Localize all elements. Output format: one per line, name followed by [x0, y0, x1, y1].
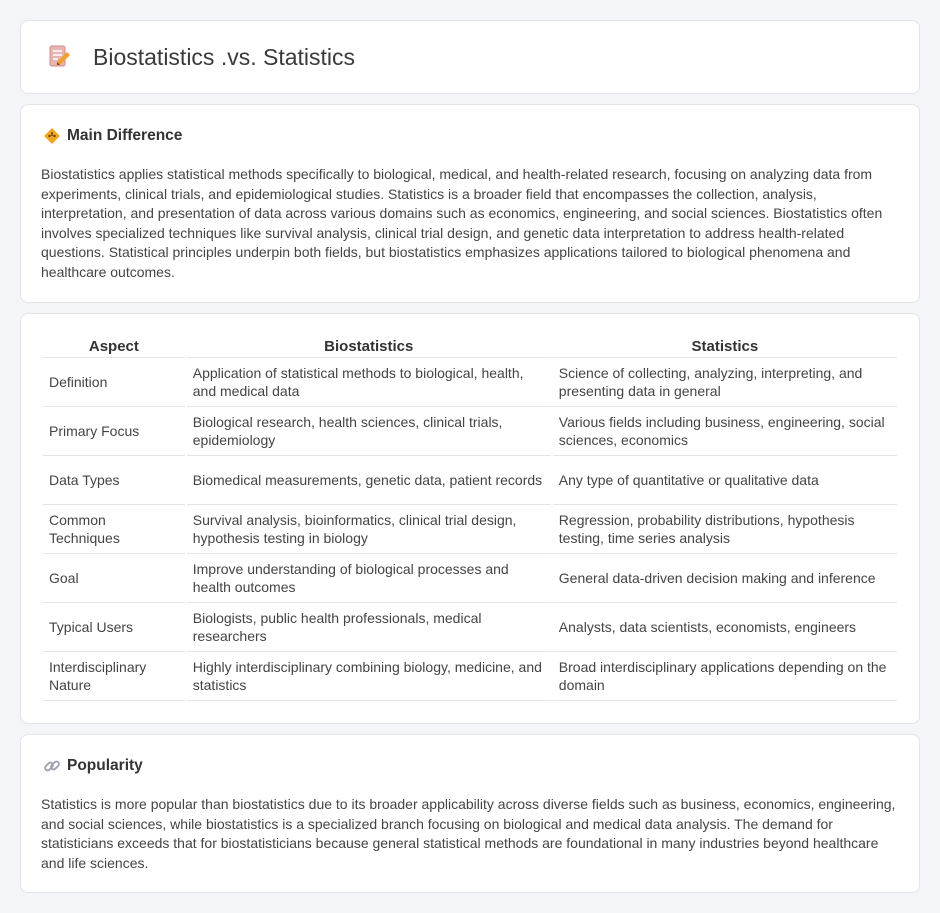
- title-row: [45, 43, 355, 71]
- document-pencil-icon: [45, 43, 73, 71]
- header-statistics: Statistics: [553, 336, 897, 358]
- main-difference-text: Biostatistics applies statistical methods specifically to biological, medical, and health-related research, focusing on analyzing data from experiments, clinical trials, and epidemiological studies. Statistics is a broader field that encompasses the collection, analysis, interpretation, and presentation of data across various domains such as economics, engineering, and social sciences. Biostatistics often involves specialized techniques like survival analysis, clinical trial design, and genetic data interpretation to address health-related questions. Statistical principles underpin both fields, but biostatistics emphasizes applications tailored to biological phenomena and healthcare outcomes.: [41, 166, 883, 280]
- aspect-cell: Definition: [43, 358, 185, 407]
- table-row: [43, 652, 897, 701]
- statistics-cell: Broad interdisciplinary applications depending on the domain: [553, 652, 897, 701]
- popularity-header: [43, 757, 143, 775]
- statistics-cell: Analysts, data scientists, economists, engineers: [553, 603, 897, 652]
- biostatistics-cell: Improve understanding of biological processes and health outcomes: [187, 554, 551, 603]
- comparison-table: [41, 336, 899, 701]
- aspect-cell: Goal: [43, 554, 185, 603]
- popularity-text: Statistics is more popular than biostatistics due to its broader applicability across diverse fields such as business, economics, engineering, and social sciences, while biostatistics is a specialized branch focusing on biological and medical data analysis. The demand for statisticians exceeds that for biostatisticians because general statistical methods are foundational in many industries beyond healthcare and life sciences.: [41, 796, 896, 871]
- aspect-cell: Interdisciplinary Nature: [43, 652, 185, 701]
- aspect-cell: Common Techniques: [43, 505, 185, 554]
- biostatistics-cell: Highly interdisciplinary combining biology, medicine, and statistics: [187, 652, 551, 701]
- biostatistics-cell: Application of statistical methods to biological, health, and medical data: [187, 358, 551, 407]
- link-icon: [43, 757, 61, 775]
- diamond-warning-icon: [43, 127, 61, 145]
- table-row: [43, 603, 897, 652]
- popularity-title: Popularity: [67, 757, 143, 774]
- statistics-cell: General data-driven decision making and inference: [553, 554, 897, 603]
- statistics-cell: Any type of quantitative or qualitative data: [553, 456, 897, 505]
- biostatistics-cell: Survival analysis, bioinformatics, clinical trial design, hypothesis testing in biology: [187, 505, 551, 554]
- biostatistics-cell: Biologists, public health professionals, medical researchers: [187, 603, 551, 652]
- statistics-cell: Science of collecting, analyzing, interpreting, and presenting data in general: [553, 358, 897, 407]
- popularity-card: [20, 734, 920, 893]
- header-biostatistics: Biostatistics: [187, 336, 551, 358]
- aspect-cell: Data Types: [43, 456, 185, 505]
- table-row: [43, 554, 897, 603]
- biostatistics-cell: Biomedical measurements, genetic data, patient records: [187, 456, 551, 505]
- table-row: [43, 407, 897, 456]
- page-title: Biostatistics .vs. Statistics: [93, 43, 356, 70]
- table-row: [43, 456, 897, 505]
- statistics-cell: Regression, probability distributions, hypothesis testing, time series analysis: [553, 505, 897, 554]
- biostatistics-cell: Biological research, health sciences, clinical trials, epidemiology: [187, 407, 551, 456]
- main-difference-card: [20, 104, 920, 303]
- statistics-cell: Various fields including business, engineering, social sciences, economics: [553, 407, 897, 456]
- title-card: [20, 20, 920, 94]
- header-aspect: Aspect: [43, 336, 185, 358]
- table-row: [43, 358, 897, 407]
- aspect-cell: Primary Focus: [43, 407, 185, 456]
- table-header-row: [43, 336, 897, 358]
- main-difference-title: Main Difference: [67, 127, 183, 144]
- main-difference-header: [43, 127, 182, 145]
- table-row: [43, 505, 897, 554]
- aspect-cell: Typical Users: [43, 603, 185, 652]
- comparison-card: [20, 313, 920, 724]
